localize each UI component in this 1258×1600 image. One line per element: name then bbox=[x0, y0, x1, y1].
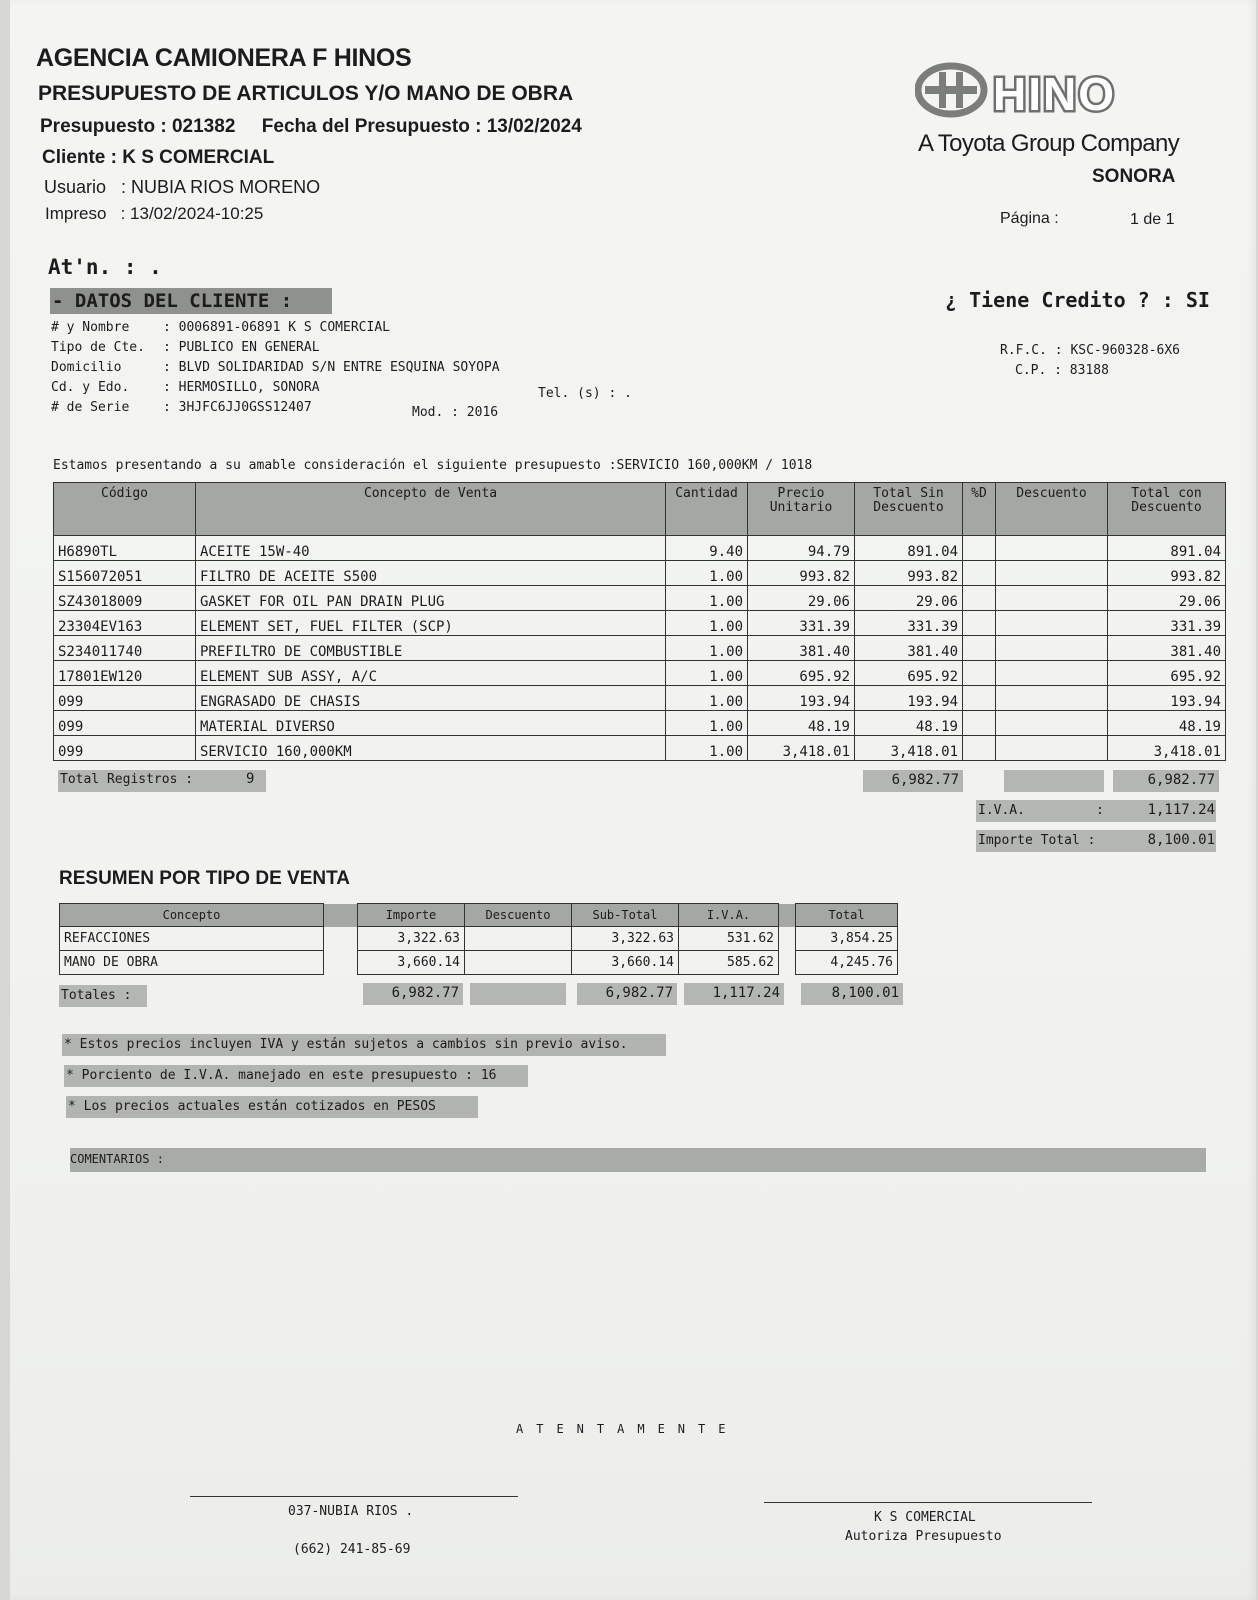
client-row bbox=[51, 320, 390, 335]
item-descuento bbox=[996, 736, 1108, 761]
importe-total-value: 8,100.01 bbox=[1147, 832, 1215, 848]
client-row-label: Tipo de Cte. bbox=[51, 340, 145, 355]
col-precio: Precio Unitario bbox=[748, 483, 855, 536]
credit-status: ¿ Tiene Credito ? : SI bbox=[945, 288, 1210, 312]
item-total-con-descuento: 3,418.01 bbox=[1108, 736, 1226, 761]
intro-text: Estamos presentando a su amable consideración el siguiente presupuesto :SERVICIO 160,000KM / 1018 bbox=[53, 458, 813, 473]
item-total-sin-descuento: 695.92 bbox=[855, 661, 963, 686]
sum-col-gap bbox=[779, 904, 796, 927]
importe-label: Importe Total : bbox=[978, 833, 1096, 848]
hino-logo bbox=[915, 62, 1185, 124]
item-total-con-descuento: 193.94 bbox=[1108, 686, 1226, 711]
item-porcentaje-descuento bbox=[963, 711, 996, 736]
cliente-value: K S COMERCIAL bbox=[122, 147, 275, 168]
client-row-value: : PUBLICO EN GENERAL bbox=[163, 340, 320, 355]
document-page bbox=[10, 0, 1256, 1600]
item-row bbox=[54, 586, 1226, 611]
sum-descuento bbox=[465, 927, 572, 951]
item-precio-unitario: 3,418.01 bbox=[748, 736, 855, 761]
item-cantidad: 1.00 bbox=[666, 686, 748, 711]
item-precio-unitario: 695.92 bbox=[748, 661, 855, 686]
item-total-sin-descuento: 381.40 bbox=[855, 636, 963, 661]
cliente-label: Cliente : bbox=[42, 147, 117, 168]
sum-descuento bbox=[465, 951, 572, 975]
item-row bbox=[54, 611, 1226, 636]
items-table bbox=[53, 482, 1226, 761]
item-concepto: ELEMENT SUB ASSY, A/C bbox=[196, 661, 666, 686]
logo-tagline: A Toyota Group Company bbox=[918, 130, 1180, 157]
client-row bbox=[51, 360, 500, 375]
col-cantidad: Cantidad bbox=[666, 483, 748, 536]
item-cantidad: 1.00 bbox=[666, 661, 748, 686]
item-porcentaje-descuento bbox=[963, 586, 996, 611]
item-cantidad: 1.00 bbox=[666, 636, 748, 661]
item-row bbox=[54, 711, 1226, 736]
pagina-value: 1 de 1 bbox=[1130, 211, 1175, 228]
usuario-line bbox=[44, 177, 320, 198]
sum-concepto: REFACCIONES bbox=[60, 927, 324, 951]
right-signer-name: K S COMERCIAL bbox=[874, 1510, 976, 1525]
item-porcentaje-descuento bbox=[963, 636, 996, 661]
total-sin-descuento: 6,982.77 bbox=[891, 772, 959, 788]
summary-row bbox=[60, 951, 898, 975]
client-row bbox=[51, 380, 320, 395]
item-cantidad: 1.00 bbox=[666, 561, 748, 586]
item-porcentaje-descuento bbox=[963, 736, 996, 761]
client-row-value: : HERMOSILLO, SONORA bbox=[163, 380, 320, 395]
client-row bbox=[51, 400, 312, 415]
item-row bbox=[54, 561, 1226, 586]
item-descuento bbox=[996, 611, 1108, 636]
item-concepto: PREFILTRO DE COMBUSTIBLE bbox=[196, 636, 666, 661]
client-row-value: : 0006891-06891 K S COMERCIAL bbox=[163, 320, 390, 335]
fecha-label: Fecha del Presupuesto : bbox=[261, 116, 482, 137]
item-codigo: 099 bbox=[54, 686, 196, 711]
col-descuento: Descuento bbox=[996, 483, 1108, 536]
item-concepto: SERVICIO 160,000KM bbox=[196, 736, 666, 761]
totales-total: 8,100.01 bbox=[831, 985, 899, 1001]
logo-region: SONORA bbox=[1092, 166, 1176, 187]
item-precio-unitario: 48.19 bbox=[748, 711, 855, 736]
impreso-line bbox=[45, 204, 263, 224]
summary-row bbox=[60, 927, 898, 951]
item-codigo: 099 bbox=[54, 711, 196, 736]
sum-col-concepto: Concepto bbox=[60, 904, 324, 927]
sum-col-total: Total bbox=[796, 904, 898, 927]
sum-iva: 585.62 bbox=[679, 951, 779, 975]
usuario-value: : NUBIA RIOS MORENO bbox=[121, 177, 321, 197]
sum-col-subtotal: Sub-Total bbox=[572, 904, 679, 927]
item-total-con-descuento: 381.40 bbox=[1108, 636, 1226, 661]
item-cantidad: 9.40 bbox=[666, 536, 748, 561]
totales-descuento-band bbox=[470, 983, 566, 1005]
item-precio-unitario: 381.40 bbox=[748, 636, 855, 661]
item-concepto: GASKET FOR OIL PAN DRAIN PLUG bbox=[196, 586, 666, 611]
registros-label: Total Registros : bbox=[60, 772, 194, 787]
left-signer-phone: (662) 241-85-69 bbox=[293, 1542, 411, 1557]
item-total-sin-descuento: 3,418.01 bbox=[855, 736, 963, 761]
item-total-sin-descuento: 331.39 bbox=[855, 611, 963, 636]
item-codigo: 099 bbox=[54, 736, 196, 761]
item-concepto: ELEMENT SET, FUEL FILTER (SCP) bbox=[196, 611, 666, 636]
sum-col-iva: I.V.A. bbox=[679, 904, 779, 927]
item-concepto: MATERIAL DIVERSO bbox=[196, 711, 666, 736]
summary-table bbox=[59, 903, 898, 975]
item-cantidad: 1.00 bbox=[666, 611, 748, 636]
summary-title: RESUMEN POR TIPO DE VENTA bbox=[59, 868, 351, 889]
item-cantidad: 1.00 bbox=[666, 586, 748, 611]
item-total-con-descuento: 993.82 bbox=[1108, 561, 1226, 586]
summary-header-row bbox=[60, 904, 898, 927]
item-codigo: 17801EW120 bbox=[54, 661, 196, 686]
sum-importe: 3,322.63 bbox=[358, 927, 465, 951]
item-row bbox=[54, 661, 1226, 686]
totales-subtotal: 6,982.77 bbox=[605, 985, 673, 1001]
item-total-sin-descuento: 891.04 bbox=[855, 536, 963, 561]
note-iva-percent: * Porciento de I.V.A. manejado en este presupuesto : 16 bbox=[66, 1068, 497, 1083]
item-row bbox=[54, 686, 1226, 711]
comentarios-label: COMENTARIOS : bbox=[70, 1152, 164, 1166]
item-cantidad: 1.00 bbox=[666, 711, 748, 736]
pagina-label: Página : bbox=[1000, 210, 1059, 227]
atentamente-text: ATENTAMENTE bbox=[516, 1422, 739, 1436]
left-signature-line bbox=[190, 1496, 518, 1497]
item-precio-unitario: 29.06 bbox=[748, 586, 855, 611]
item-porcentaje-descuento bbox=[963, 661, 996, 686]
hino-emblem-icon bbox=[918, 66, 984, 114]
sum-col-importe: Importe bbox=[358, 904, 465, 927]
item-porcentaje-descuento bbox=[963, 611, 996, 636]
item-descuento bbox=[996, 586, 1108, 611]
client-row bbox=[51, 340, 320, 355]
item-concepto: ACEITE 15W-40 bbox=[196, 536, 666, 561]
client-row-value: : 3HJFC6JJ0GSS12407 bbox=[163, 400, 312, 415]
presupuesto-line bbox=[40, 116, 582, 138]
item-total-con-descuento: 695.92 bbox=[1108, 661, 1226, 686]
sum-iva: 531.62 bbox=[679, 927, 779, 951]
sum-col-gap bbox=[324, 904, 358, 927]
item-descuento bbox=[996, 636, 1108, 661]
presupuesto-number: 021382 bbox=[171, 116, 236, 137]
hino-wordmark: HINO bbox=[993, 68, 1116, 120]
item-codigo: H6890TL bbox=[54, 536, 196, 561]
item-concepto: ENGRASADO DE CHASIS bbox=[196, 686, 666, 711]
descuento-total-band bbox=[1004, 770, 1104, 792]
iva-value: 1,117.24 bbox=[1147, 802, 1215, 818]
client-section-title: - DATOS DEL CLIENTE : bbox=[52, 290, 293, 312]
items-header-row bbox=[54, 483, 1226, 536]
item-row bbox=[54, 536, 1226, 561]
impreso-value: : 13/02/2024-10:25 bbox=[120, 204, 264, 223]
item-porcentaje-descuento bbox=[963, 536, 996, 561]
total-con-descuento: 6,982.77 bbox=[1147, 772, 1215, 788]
sum-subtotal: 3,660.14 bbox=[572, 951, 679, 975]
col-pd: %D bbox=[963, 483, 996, 536]
item-total-con-descuento: 48.19 bbox=[1108, 711, 1226, 736]
rfc-field: R.F.C. : KSC-960328-6X6 bbox=[1000, 343, 1181, 358]
totales-label: Totales : bbox=[61, 988, 132, 1003]
item-precio-unitario: 94.79 bbox=[748, 536, 855, 561]
item-total-con-descuento: 29.06 bbox=[1108, 586, 1226, 611]
item-concepto: FILTRO DE ACEITE S500 bbox=[196, 561, 666, 586]
item-codigo: SZ43018009 bbox=[54, 586, 196, 611]
col-concepto: Concepto de Venta bbox=[196, 483, 666, 536]
col-codigo: Código bbox=[54, 483, 196, 536]
comentarios-band bbox=[70, 1148, 1206, 1172]
item-codigo: 23304EV163 bbox=[54, 611, 196, 636]
sum-importe: 3,660.14 bbox=[358, 951, 465, 975]
presupuesto-label: Presupuesto : bbox=[40, 116, 167, 137]
item-precio-unitario: 193.94 bbox=[748, 686, 855, 711]
fecha-value: 13/02/2024 bbox=[486, 116, 582, 137]
tel-field: Tel. (s) : . bbox=[538, 386, 632, 401]
right-signature-line bbox=[764, 1502, 1092, 1503]
item-total-sin-descuento: 48.19 bbox=[855, 711, 963, 736]
item-precio-unitario: 993.82 bbox=[748, 561, 855, 586]
item-descuento bbox=[996, 686, 1108, 711]
registros-value: 9 bbox=[246, 771, 255, 787]
item-precio-unitario: 331.39 bbox=[748, 611, 855, 636]
impreso-label: Impreso bbox=[45, 204, 107, 223]
item-codigo: S156072051 bbox=[54, 561, 196, 586]
item-total-sin-descuento: 29.06 bbox=[855, 586, 963, 611]
col-total-sin: Total Sin Descuento bbox=[855, 483, 963, 536]
sum-col-descuento: Descuento bbox=[465, 904, 572, 927]
item-row bbox=[54, 636, 1226, 661]
sum-concepto: MANO DE OBRA bbox=[60, 951, 324, 975]
item-total-sin-descuento: 993.82 bbox=[855, 561, 963, 586]
item-cantidad: 1.00 bbox=[666, 736, 748, 761]
item-descuento bbox=[996, 561, 1108, 586]
usuario-label: Usuario bbox=[44, 177, 107, 197]
item-descuento bbox=[996, 661, 1108, 686]
totales-iva: 1,117.24 bbox=[712, 985, 780, 1001]
item-codigo: S234011740 bbox=[54, 636, 196, 661]
left-signer-name: 037-NUBIA RIOS . bbox=[288, 1504, 414, 1519]
client-row-label: # y Nombre bbox=[51, 320, 130, 335]
company-name: AGENCIA CAMIONERA F HINOS bbox=[36, 44, 412, 72]
client-row-label: Domicilio bbox=[51, 360, 122, 375]
client-row-label: # de Serie bbox=[51, 400, 130, 415]
note-currency: * Los precios actuales están cotizados en PESOS bbox=[68, 1099, 436, 1114]
totales-importe: 6,982.77 bbox=[391, 985, 459, 1001]
item-porcentaje-descuento bbox=[963, 686, 996, 711]
item-porcentaje-descuento bbox=[963, 561, 996, 586]
col-total-con: Total con Descuento bbox=[1108, 483, 1226, 536]
client-row-value: : BLVD SOLIDARIDAD S/N ENTRE ESQUINA SOYOPA bbox=[163, 360, 500, 375]
iva-label: I.V.A. bbox=[978, 803, 1025, 818]
item-descuento bbox=[996, 536, 1108, 561]
item-row bbox=[54, 736, 1226, 761]
sum-total: 4,245.76 bbox=[796, 951, 898, 975]
right-signer-caption: Autoriza Presupuesto bbox=[845, 1529, 1002, 1544]
iva-colon: : bbox=[1096, 803, 1104, 818]
item-total-con-descuento: 331.39 bbox=[1108, 611, 1226, 636]
document-title: PRESUPUESTO DE ARTICULOS Y/O MANO DE OBRA bbox=[38, 82, 574, 105]
note-iva-included: * Estos precios incluyen IVA y están sujetos a cambios sin previo aviso. bbox=[64, 1037, 628, 1052]
sum-total: 3,854.25 bbox=[796, 927, 898, 951]
cp-field: C.P. : 83188 bbox=[1015, 363, 1109, 378]
item-descuento bbox=[996, 711, 1108, 736]
item-total-sin-descuento: 193.94 bbox=[855, 686, 963, 711]
client-row-label: Cd. y Edo. bbox=[51, 380, 130, 395]
sum-subtotal: 3,322.63 bbox=[572, 927, 679, 951]
cliente-line bbox=[42, 147, 274, 169]
item-total-con-descuento: 891.04 bbox=[1108, 536, 1226, 561]
attention-line: At'n. : . bbox=[48, 255, 162, 279]
model-field: Mod. : 2016 bbox=[412, 405, 499, 420]
